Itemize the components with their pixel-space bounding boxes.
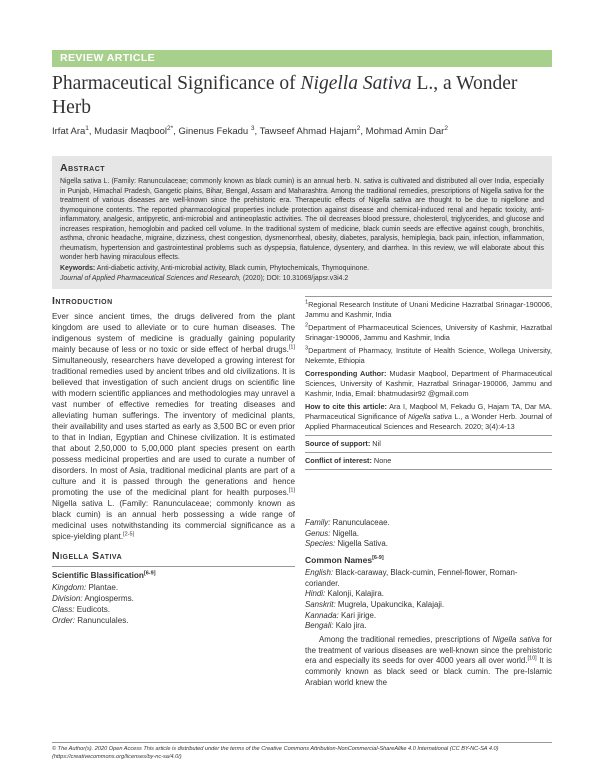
common-names-heading (305, 555, 552, 566)
language-label: Hindi: (305, 589, 326, 599)
author-affiliation-mark: 3 (250, 125, 255, 132)
article-type-banner: REVIEW ARTICLE (52, 50, 552, 67)
author-name: Irfat Ara (52, 126, 86, 138)
conflict-label: Conflict of interest: (305, 456, 372, 465)
scientific-classification-heading (52, 570, 295, 581)
title-part-1: Pharmaceutical Significance of (52, 73, 301, 94)
common-name-value: Kalonji, Kalajira. (325, 589, 384, 599)
taxonomy-label: Class: (52, 605, 75, 614)
affiliation-text: Regional Research Institute of Unani Medicine Hazratbal Srinagar-190006, Jammu and Kashmir, India (305, 300, 552, 319)
footer-divider (52, 742, 552, 743)
author-affiliation-mark: 1 (85, 125, 89, 132)
common-name-row (305, 611, 552, 622)
keywords-line (60, 264, 544, 274)
common-names-label: Common Names (305, 555, 373, 566)
author-affiliation-mark: 2* (167, 125, 174, 132)
taxonomy-value: Ranunculales. (74, 616, 129, 625)
introduction-heading: Introduction (52, 295, 113, 307)
right-column-notes (305, 296, 552, 473)
taxonomy-value: Ranunculaceae. (330, 518, 390, 527)
abstract-text: Nigella sativa L. (Family: Ranunculaceae; commonly known as black cumin) is an annual herb. N. sativa is cultivated and distributed all over India, especially in Punjab, Himachal Pradesh, Gangetic plains, Bihar, Bengal, Assam and Maharashtra. Among the traditional remedies, prescriptions of Nigella sativa for the treatment of various diseases are well-known since the prehistoric era. Therapeutic effects of Nigella sativa are thought to be due to nigellone and thymoquinone contents. The reported pharmacological properties include protection against disease and chemical-induced renal and hepatic toxicity, anti-inflammatory, analgesic, antipyretic, anti-microbial and antineoplastic activities. The oil decreases blood pressure, cholesterol, triglycerides, and glucose and increases respiration, hemoglobin and packed cell volume. In the traditional system of medicine, black cumin seeds are effective against cough, bronchitis, asthma, chronic headache, migraine, dizziness, chest congestion, dysmenorrheal, obesity, diabetes, paralysis, hemiplegia, back pain, infection, inflammation, rheumatism, hypertension and gastrointestinal problems such as dyspepsia, flatulence, dysentery, and diarrhea. In this review, we will elaborate about this wonder herb having miraculous effects. (60, 178, 544, 261)
taxonomy-value: Plantae. (86, 583, 119, 592)
corresponding-author-label: Corresponding Author: (305, 369, 387, 378)
taxonomy-row (305, 529, 552, 540)
how-to-cite-label: How to cite this article: (305, 402, 387, 411)
right-column-body (305, 518, 552, 689)
taxonomy-label: Species: (305, 539, 336, 549)
how-to-cite-text-end: L., a Wonder Herb. Journal of Applied Pharmaceutical Sciences and Research. 2020; 3(4):4-13 (305, 412, 552, 431)
article-title (52, 72, 552, 120)
taxonomy-value: Nigella Sativa. (335, 539, 388, 549)
affiliation-number: 2 (305, 322, 309, 329)
corresponding-author (305, 369, 552, 399)
affiliation-text: Department of Pharmacy, Institute of Health Science, Wollega University, Nekemte, Ethiopia (305, 346, 552, 365)
license-footer: © The Author(s). 2020 Open Access This article is distributed under the terms of the Creative Commons Attribution-NonCommercial-ShareAlike 4.0 International (CC BY-NC-SA 4.0) (https://creativecommons.org/licenses/by-nc-sa/4.0/) (52, 746, 499, 760)
taxonomy-value: Eudicots. (74, 605, 111, 614)
common-name-value: Black-caraway, Black-cumin, Fennel-flower, Roman-coriander. (305, 567, 518, 588)
affiliation-item (305, 323, 552, 343)
left-column (52, 296, 295, 626)
common-name-row (305, 568, 552, 589)
keywords-value: Anti-diabetic activity, Anti-microbial activity, Black cumin, Phytochemicals, Thymoquinone. (96, 264, 370, 272)
section-divider (52, 566, 295, 567)
common-name-value: Kari jirige. (338, 610, 377, 620)
common-name-row (305, 621, 552, 632)
taxonomy-label: Genus: (305, 528, 331, 538)
support-label: Source of support: (305, 439, 371, 448)
citation-ref: [1] (288, 487, 295, 494)
affiliation-item (305, 346, 552, 366)
author-name: Ginenus Fekadu (178, 126, 249, 138)
corresponding-author-text: Mudasir Maqbool, Department of Pharmaceutical Sciences, University of Kashmir, Hazratbal Srinagar-190006, Jammu and Kashmir, India, Email: bhatmudasir92 @gmail.com (305, 369, 552, 398)
taxonomy-row (305, 539, 552, 550)
affiliation-number: 1 (305, 299, 309, 306)
section-divider (305, 435, 552, 436)
paragraph-text: It is commonly known as black seed or black cumin. The pre-Islamic Arabian world knew the (305, 656, 552, 687)
citation-ref: [6-9] (372, 555, 384, 562)
citation-ref: [6-9] (143, 570, 156, 577)
taxonomy-row (305, 518, 552, 529)
language-label: English: (305, 567, 334, 577)
language-label: Sanskrit: (305, 599, 336, 609)
paragraph-italic: Nigella sativa (492, 635, 540, 645)
how-to-cite (305, 402, 552, 432)
intro-text-3: Nigella sativa L. (Family: Ranunculaceae; commonly known as black cumin) is an annual herb possessing a wide range of medicinal uses notwithstanding its commercial significance as a spice-yielding plant. (52, 499, 295, 541)
citation-ref: [10] (527, 655, 537, 662)
author-list: Irfat Ara$^1$, Mudasir Maqbool$^{2*}$, Ginenus Fekadu $^3$, Tawseef Ahmad Hajam$^2$, Mohmad Amin Dar$^2$ (52, 125, 448, 138)
paragraph-text: for the treatment of various diseases are well-known since the prehistoric era and especially its seeds for over 4000 years all over world. (305, 635, 553, 666)
affiliations-block (305, 300, 552, 432)
author-affiliation-mark: 2 (356, 125, 361, 132)
taxonomy-row (52, 582, 295, 593)
abstract-heading: Abstract (60, 162, 106, 174)
keywords-label: Keywords: (60, 264, 96, 272)
intro-text-1: Ever since ancient times, the drugs delivered from the plant kingdom are used to alleviate or to cure human diseases. The indigenous system of medicine is gradually gaining popularity mainly because of less or no toxic or side effect of herbal drugs. (52, 312, 295, 354)
taxonomy-row (52, 604, 295, 615)
common-name-row (305, 600, 552, 611)
title-italic-species: Nigella Sativa (300, 73, 412, 94)
nigella-sativa-heading: Nigella Sativa (52, 550, 123, 562)
how-to-cite-text: Ara I, Maqbool M, Fekadu G, Hajam TA, Dar MA. Pharmaceutical Significance of (305, 402, 552, 421)
journal-name: Journal of Applied Pharmaceutical Sciences and Research, (60, 275, 241, 282)
taxonomy-row (52, 593, 295, 604)
author-affiliation-mark: 2 (444, 125, 448, 132)
taxonomy-value: Angiosperms. (82, 594, 134, 603)
taxonomy-value: Nigella. (330, 528, 359, 538)
journal-doi: (2020); DOI: 10.31069/japsr.v3i4.2 (240, 275, 349, 282)
affiliation-number: 3 (305, 345, 309, 352)
language-label: Bengali: (305, 621, 334, 631)
language-label: Kannada: (305, 610, 339, 620)
introduction-paragraph (52, 311, 295, 542)
affiliation-text: Department of Pharmaceutical Sciences, University of Kashmir, Hazratbal Srinagar-190006, Jammu and Kashmir, India (305, 323, 552, 342)
how-to-cite-italic: Nigella sativa (408, 412, 452, 421)
common-name-value: Kalo jira. (333, 621, 367, 631)
common-name-row (305, 589, 552, 600)
source-of-support (305, 439, 552, 449)
taxonomy-row (52, 615, 295, 626)
common-name-value: Mugrela, Upakuncika, Kalajaji. (335, 599, 445, 609)
author-name: Mohmad Amin Dar (365, 126, 445, 138)
taxonomy-label: Kingdom: (52, 583, 87, 592)
taxonomy-label: Order: (52, 616, 75, 625)
journal-citation (60, 274, 544, 284)
section-divider (305, 469, 552, 470)
notes-top-rule (305, 296, 552, 297)
affiliation-item (305, 300, 552, 320)
abstract-box (52, 156, 552, 289)
scientific-classification-label: Scientific Blassification (52, 571, 144, 580)
author-name: Mudasir Maqbool (94, 126, 168, 138)
common-names-paragraph (305, 635, 552, 689)
title-part-2: L., a Wonder Herb (52, 73, 518, 118)
author-name: Tawseef Ahmad Hajam (259, 126, 357, 138)
section-divider (305, 452, 552, 453)
intro-text-2: Simultaneously, researchers have developed a growing interest for traditional remedies used by ancient tribes and old civilizations. It is believed that investigation of such ancient drugs on scientific line with modern scientific appliances and methodologies may unravel a vast number of effective remedies for treating diseases and alleviating human sufferings. The inventory of medicinal plants, their availability and uses started as early as 3,500 BC or even prior to that in Indian, Egyptian and Chinese civilization. It is estimated that about 2,50,000 to 5,00,000 plant species present on earth possess medicinal properties and are used to curate a number of disorders. In most of Asia, traditional medicinal plants are part of a culture and it is passed through the generations and hence promoting the use of the medicinal plant for health purposes. (52, 356, 295, 497)
citation-ref: [1] (288, 344, 295, 351)
conflict-value: None (371, 456, 392, 465)
paragraph-text: Among the traditional remedies, prescriptions of (319, 635, 493, 645)
support-value: Nil (370, 439, 381, 448)
conflict-of-interest (305, 456, 552, 466)
taxonomy-label: Family: (305, 518, 331, 527)
taxonomy-label: Division: (52, 594, 83, 603)
citation-ref: [2-5] (123, 531, 135, 538)
